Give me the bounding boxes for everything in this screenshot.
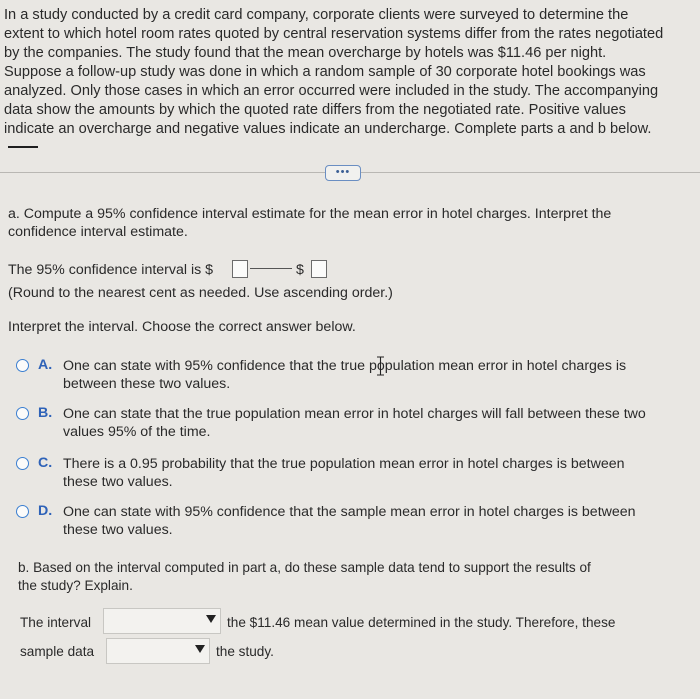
- option-a-line1: One can state with 95% confidence that the true population mean error in hotel charges is: [63, 358, 627, 374]
- option-d-line2: these two values.: [63, 522, 173, 538]
- option-d-letter: D.: [38, 503, 53, 519]
- interpret-prompt: Interpret the interval. Choose the correct answer below.: [8, 319, 356, 335]
- data-link-underline[interactable]: [8, 146, 38, 148]
- round-note: (Round to the nearest cent as needed. Use ascending order.): [8, 285, 393, 301]
- option-a-letter: A.: [38, 357, 53, 373]
- problem-line: In a study conducted by a credit card company, corporate clients were surveyed to determine the: [4, 7, 629, 23]
- expand-button[interactable]: •••: [325, 165, 361, 181]
- interval-dropdown[interactable]: [103, 608, 221, 634]
- radio-a[interactable]: [16, 359, 29, 372]
- ci-upper-input[interactable]: [311, 260, 327, 278]
- part-b-prompt-line1: b. Based on the interval computed in part a, do these sample data tend to support the results of: [18, 560, 591, 575]
- interval-dash: [250, 268, 292, 269]
- option-b-line2: values 95% of the time.: [63, 424, 211, 440]
- text-cursor-icon: [377, 356, 384, 376]
- option-c-letter: C.: [38, 455, 53, 471]
- sample-data-dropdown[interactable]: [106, 638, 210, 664]
- radio-c[interactable]: [16, 457, 29, 470]
- part-a-prompt-line2: confidence interval estimate.: [8, 224, 188, 240]
- problem-line: Suppose a follow-up study was done in which a random sample of 30 corporate hotel bookings was: [4, 64, 646, 80]
- part-b-prompt-line2: the study? Explain.: [18, 578, 133, 593]
- row1-after: the $11.46 mean value determined in the study. Therefore, these: [227, 615, 616, 630]
- problem-line: indicate an overcharge and negative values indicate an undercharge. Complete parts a and b below.: [4, 121, 652, 137]
- problem-line: analyzed. Only those cases in which an error occurred were included in the study. The accompanying: [4, 83, 659, 99]
- option-c-line2: these two values.: [63, 474, 173, 490]
- problem-statement: [4, 6, 698, 139]
- ci-prefix-label: The 95% confidence interval is $: [8, 262, 214, 278]
- option-d-line1: One can state with 95% confidence that the sample mean error in hotel charges is between: [63, 504, 636, 520]
- dropdown-arrow-icon: [195, 645, 205, 653]
- option-b-letter: B.: [38, 405, 53, 421]
- part-a-prompt-line1: a. Compute a 95% confidence interval estimate for the mean error in hotel charges. Interpret the: [8, 206, 612, 222]
- radio-b[interactable]: [16, 407, 29, 420]
- problem-line: by the companies. The study found that the mean overcharge by hotels was $11.46 per night.: [4, 45, 607, 61]
- row2-label: sample data: [20, 644, 95, 659]
- option-a-line2: between these two values.: [63, 376, 231, 392]
- row1-label: The interval: [20, 615, 92, 630]
- problem-line: data show the amounts by which the quoted rate differs from the negotiated rate. Positive values: [4, 102, 626, 118]
- option-c-line1: There is a 0.95 probability that the true population mean error in hotel charges is between: [63, 456, 625, 472]
- radio-d[interactable]: [16, 505, 29, 518]
- dropdown-arrow-icon: [206, 615, 216, 623]
- ci-upper-dollar: $: [296, 262, 304, 278]
- option-b-line1: One can state that the true population mean error in hotel charges will fall between these two: [63, 406, 646, 422]
- problem-line: extent to which hotel room rates quoted by central reservation systems differ from the rates negotiated: [4, 26, 664, 42]
- row2-after: the study.: [216, 644, 274, 659]
- ci-lower-input[interactable]: [232, 260, 248, 278]
